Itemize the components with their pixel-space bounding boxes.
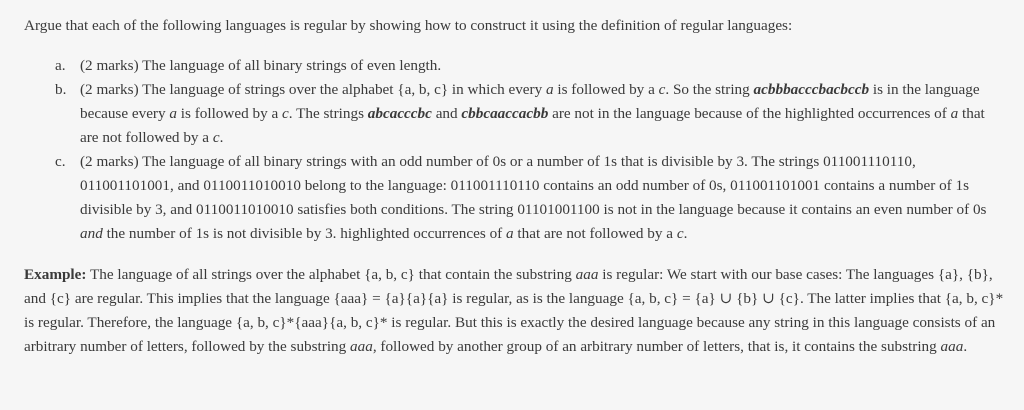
part-b-symbol: a bbox=[545, 81, 554, 98]
part-b-string: acbbbacccbacbccb bbox=[753, 81, 870, 98]
example-segment: is regular: We start with our base cases: The languages {a}, {b}, and {c} are regular. This implies that the language {aaa} = {a}{a}{a} is regular, as is the language {a, b, c} = {a} ∪ {b} ∪ {c}. The latter implies that {a, b, c}* is regular. Therefore, the language {a, b, c}*{aaa}{a, b, c}* is regular. But this is exactly the desired language because any string in this language consists of an arbitrary number of letters, followed by the substring bbox=[24, 266, 1004, 355]
part-b-symbol: a bbox=[950, 105, 959, 122]
part-b-marker: b. bbox=[55, 81, 67, 98]
part-c-text bbox=[80, 153, 986, 242]
example-segment: . bbox=[963, 338, 968, 355]
part-c bbox=[24, 150, 1004, 246]
part-b-segment: . The strings bbox=[288, 105, 368, 122]
part-c-segment: (2 marks) The language of all binary strings with an odd number of 0s or a number of 1s that is divisible by 3. The strings 011001110110, 011001101001, and 0110011010010 belong to the language: 011001110110 contains an odd number of 0s, 011001101001 contains a number of 1s divisible by 3, and 0110011010010 satisfies both conditions. The string 01101001100 is not in the language because it contains an even number of 0s bbox=[80, 153, 987, 218]
part-b-segment: (2 marks) The language of strings over the alphabet {a, b, c} in which every bbox=[80, 81, 546, 98]
part-b-string: abcacccbc bbox=[367, 105, 432, 122]
part-c-marker: c. bbox=[55, 153, 66, 170]
part-b-symbol: c bbox=[212, 129, 220, 146]
part-b-segment: that are not followed by a bbox=[80, 105, 985, 146]
part-c-segment: . bbox=[683, 225, 688, 242]
example-substring: aaa bbox=[350, 338, 373, 355]
example-paragraph bbox=[24, 263, 1004, 359]
part-b-segment: and bbox=[431, 105, 462, 122]
part-b-symbol: a bbox=[169, 105, 177, 122]
part-c-emphasis: and bbox=[80, 225, 103, 242]
part-b bbox=[24, 78, 1004, 150]
part-a-marker: a. bbox=[55, 57, 66, 74]
problem-document bbox=[24, 14, 1004, 374]
example-segment: The language of all strings over the alphabet {a, b, c} that contain the substring bbox=[86, 266, 576, 283]
part-b-segment: is followed by a bbox=[553, 81, 659, 98]
part-b-segment: . So the string bbox=[665, 81, 754, 98]
example-substring: aaa bbox=[940, 338, 964, 355]
part-b-string: cbbcaaccacbb bbox=[461, 105, 549, 122]
part-c-symbol: a bbox=[506, 225, 514, 242]
example-label: Example: bbox=[24, 266, 87, 283]
part-b-segment: . bbox=[219, 129, 224, 146]
part-b-segment: is followed by a bbox=[176, 105, 283, 122]
part-c-segment: the number of 1s is not divisible by 3. highlighted occurrences of bbox=[102, 225, 507, 242]
part-a-text: (2 marks) The language of all binary strings of even length. bbox=[80, 57, 442, 74]
part-b-segment: is in the language because every bbox=[80, 81, 980, 122]
parts-list bbox=[24, 54, 1004, 246]
part-b-symbol: c bbox=[658, 81, 666, 98]
example-segment: , followed by another group of an arbitrary number of letters, that is, it contains the substring bbox=[372, 338, 941, 355]
part-b-segment: are not in the language because of the highlighted occurrences of bbox=[548, 105, 951, 122]
part-c-segment: that are not followed by a bbox=[513, 225, 677, 242]
part-c-symbol: c bbox=[676, 225, 684, 242]
example-substring: aaa bbox=[575, 266, 599, 283]
part-a bbox=[24, 54, 1004, 78]
part-b-text bbox=[80, 81, 985, 146]
problem-intro: Argue that each of the following languages is regular by showing how to construct it using the definition of regular languages: bbox=[24, 17, 793, 34]
part-b-symbol: c bbox=[282, 105, 289, 122]
